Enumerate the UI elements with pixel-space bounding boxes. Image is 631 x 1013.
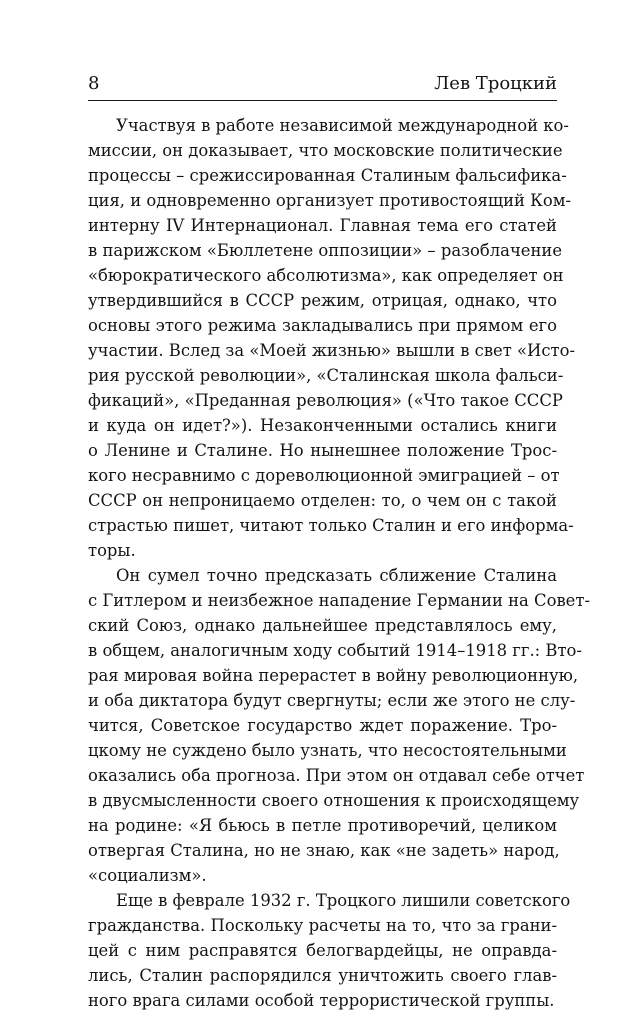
- paragraph-2: [88, 563, 590, 888]
- text-line: о Ленине и Сталине. Но нынешнее положение Трос-: [88, 441, 557, 460]
- text-line: ский Союз, однако дальнейшее представлялось ему,: [88, 616, 557, 635]
- paragraph-3: [88, 888, 571, 1013]
- text-line: Он сумел точно предсказать сближение Сталина: [116, 566, 557, 585]
- paragraph-1: [88, 113, 575, 563]
- text-line: с Гитлером и неизбежное нападение Германии на Совет-: [88, 591, 590, 610]
- text-line: «социализм».: [88, 866, 207, 885]
- text-line: Еще в феврале 1932 г. Троцкого лишили советского: [116, 891, 571, 910]
- text-line: отвергая Сталина, но не знаю, как «не задеть» народ,: [88, 841, 560, 860]
- text-line: утвердившийся в СССР режим, отрицая, однако, что: [88, 291, 557, 310]
- text-line: в общем, аналогичным ходу событий 1914–1918 гг.: Вто-: [88, 641, 582, 660]
- text-line: лись, Сталин распорядился уничтожить своего глав-: [88, 966, 557, 985]
- text-line: ция, и одновременно организует противостоящий Ком-: [88, 191, 572, 210]
- header-rule: [88, 100, 557, 101]
- text-line: торы.: [88, 541, 136, 560]
- body-text: [88, 113, 590, 1013]
- text-line: интерну IV Интернационал. Главная тема его статей: [88, 216, 557, 235]
- text-line: страстью пишет, читают только Сталин и его информа-: [88, 516, 574, 535]
- text-line: Участвуя в работе независимой международной ко-: [116, 116, 569, 135]
- text-line: «бюрократического абсолютизма», как определяет он: [88, 266, 564, 285]
- running-title: Лев Троцкий: [434, 73, 557, 94]
- page-number: 8: [88, 73, 100, 94]
- text-line: СССР он непроницаемо отделен: то, о чем он с такой: [88, 491, 557, 510]
- text-line: участии. Вслед за «Моей жизнью» вышли в свет «Исто-: [88, 341, 575, 360]
- text-line: и куда он идет?»). Незаконченными остались книги: [88, 416, 557, 435]
- text-line: основы этого режима закладывались при прямом его: [88, 316, 557, 335]
- text-line: цкому не суждено было узнать, что несостоятельными: [88, 741, 567, 760]
- text-line: рая мировая война перерастет в войну революционную,: [88, 666, 579, 685]
- text-line: процессы – срежиссированная Сталиным фальсифика-: [88, 166, 567, 185]
- text-line: и оба диктатора будут свергнуты; если же этого не слу-: [88, 691, 576, 710]
- text-line: рия русской революции», «Сталинская школа фальси-: [88, 366, 564, 385]
- text-line: на родине: «Я бьюсь в петле противоречий, целиком: [88, 816, 557, 835]
- text-line: в двусмысленности своего отношения к происходящему: [88, 791, 580, 810]
- text-line: чится, Советское государство ждет поражение. Тро-: [88, 716, 557, 735]
- text-line: цей с ним расправятся белогвардейцы, не оправда-: [88, 941, 557, 960]
- text-line: оказались оба прогноза. При этом он отдавал себе отчет: [88, 766, 585, 785]
- text-line: гражданства. Поскольку расчеты на то, что за грани-: [88, 916, 557, 935]
- text-line: фикаций», «Преданная революция» («Что такое СССР: [88, 391, 563, 410]
- text-line: ного врага силами особой террористической группы.: [88, 991, 555, 1010]
- running-head: [88, 70, 557, 98]
- text-line: в парижском «Бюллетене оппозиции» – разоблачение: [88, 241, 563, 260]
- text-line: кого несравнимо с дореволюционной эмиграцией – от: [88, 466, 560, 485]
- text-line: миссии, он доказывает, что московские политические: [88, 141, 563, 160]
